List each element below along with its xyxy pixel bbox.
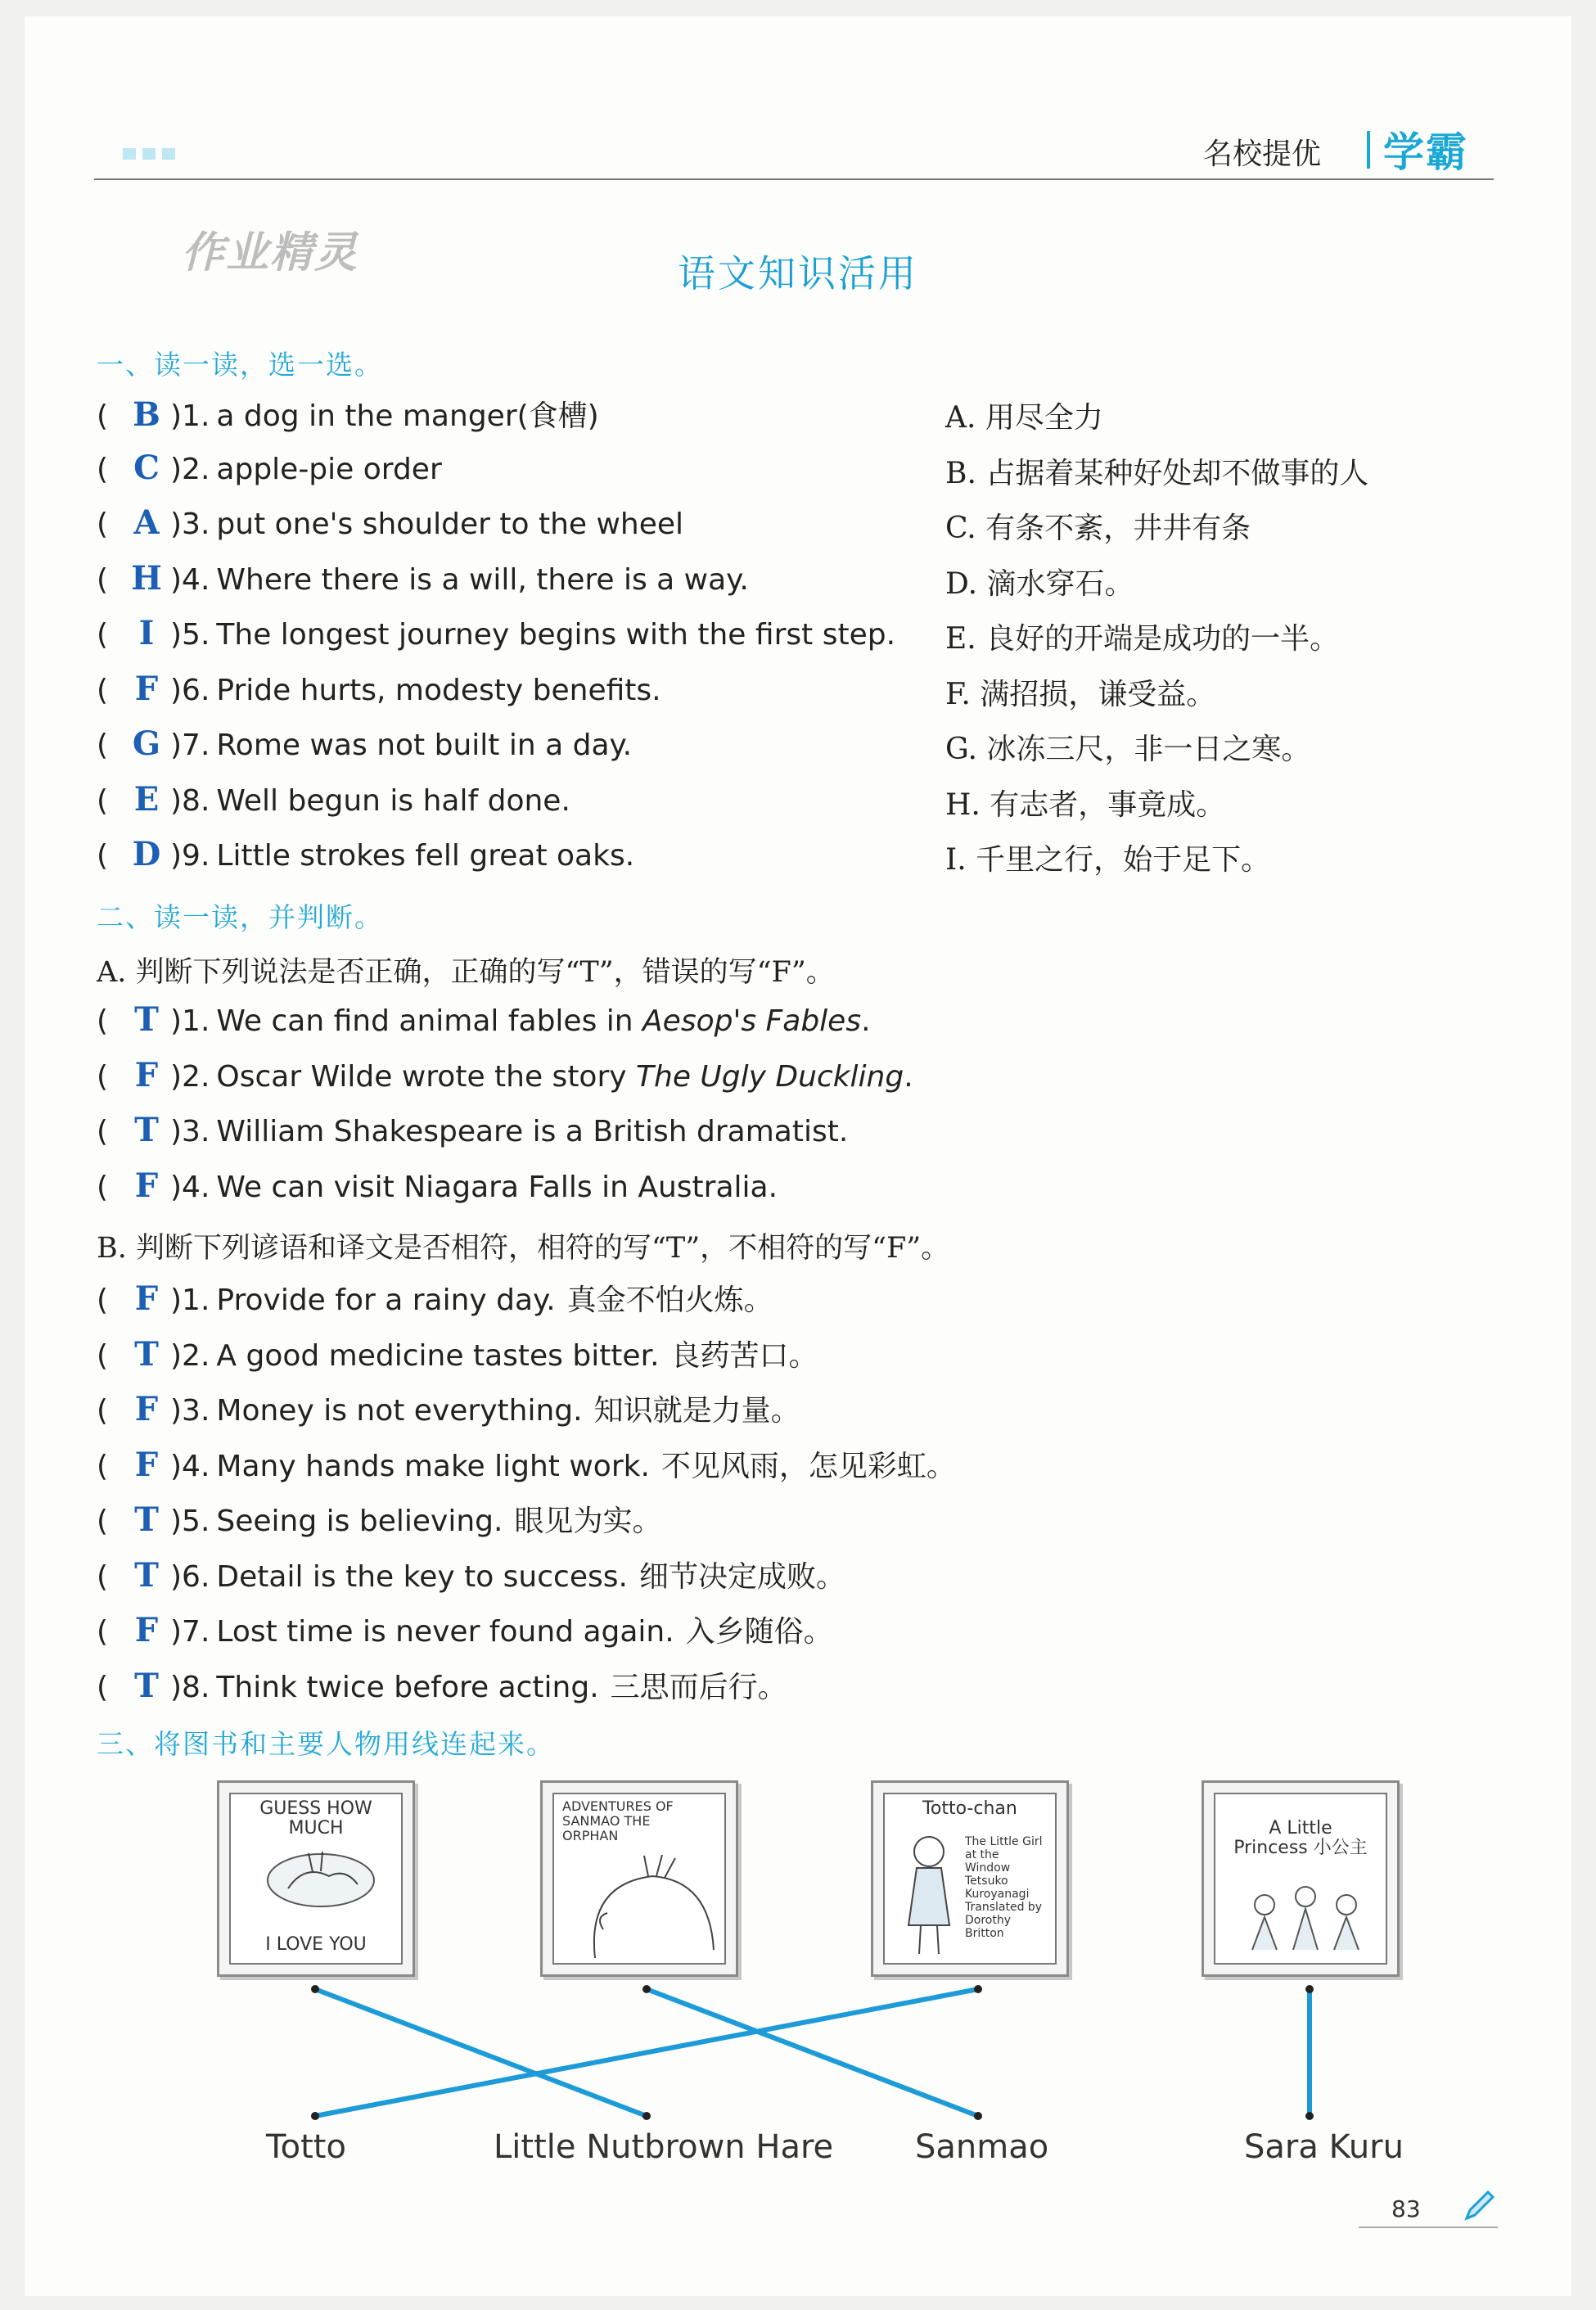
translation-text: 三思而后行。 [610, 1670, 787, 1704]
open-paren: ( [97, 618, 109, 652]
book-title: Totto-chan [922, 1798, 1017, 1819]
option-item: H. 有志者，事竟成。 [945, 787, 1226, 822]
open-paren: ( [97, 1449, 109, 1483]
proverb-text: Detail is the key to success. [216, 1559, 628, 1594]
question-number: )8. [170, 1670, 210, 1704]
translation-text: 不见风雨，怎见彩虹。 [660, 1449, 956, 1483]
proverb-text: Many hands make light work. [216, 1449, 650, 1483]
book-title: GUESS HOW MUCH [259, 1798, 372, 1839]
brand-text: 名校提优 [1203, 138, 1322, 171]
answer-mark: T [134, 1666, 159, 1705]
answer-mark: B [133, 395, 160, 434]
question-number: )3. [170, 508, 210, 541]
question-number: )1. [170, 1284, 210, 1317]
answer-mark: T [134, 1000, 159, 1039]
answer-mark: F [134, 669, 159, 708]
statement-text: We can visit Niagara Falls in Australia. [216, 1170, 778, 1204]
answer-mark: A [133, 503, 160, 542]
answer-mark: G [132, 724, 161, 763]
question-number: )4. [170, 1170, 210, 1204]
question-number: )5. [170, 618, 210, 652]
statement-end: . [904, 1059, 913, 1094]
question-text: The longest journey begins with the first step. [216, 618, 896, 652]
title-italic: The Ugly Duckling [636, 1059, 904, 1094]
open-paren: ( [97, 508, 109, 541]
answer-mark: C [133, 448, 160, 487]
statement-text: We can find animal fables in [216, 1004, 643, 1038]
question-number: )6. [170, 673, 210, 707]
question-number: )2. [170, 1059, 210, 1094]
book-dot [311, 1985, 319, 1993]
open-paren: ( [97, 783, 109, 818]
watermark: 作业精灵 [182, 228, 359, 277]
proverb-text: Seeing is believing. [216, 1505, 503, 1538]
statement-text: Oscar Wilde wrote the story [216, 1059, 637, 1094]
section-title: 三、将图书和主要人物用线连起来。 [97, 1728, 555, 1760]
page-number-rule [1359, 2227, 1498, 2228]
instruction-b: B. 判断下列谚语和译文是否相符，相符的写“T”，不相符的写“F”。 [97, 1232, 950, 1265]
question-number: )4. [170, 562, 210, 597]
open-paren: ( [97, 1059, 109, 1094]
answer-mark: D [132, 835, 161, 873]
question-number: )1. [170, 399, 210, 433]
match-line [315, 1989, 647, 2116]
question-number: )4. [170, 1449, 210, 1483]
option-item: B. 占据着某种好处却不做事的人 [945, 456, 1369, 490]
character-dot [311, 2112, 319, 2120]
translation-text: 良药苦口。 [670, 1338, 818, 1373]
match-line [647, 1989, 978, 2116]
book-dot [642, 1985, 651, 1993]
answer-mark: E [133, 779, 160, 819]
character-dot [642, 2112, 651, 2120]
answer-mark: F [134, 1166, 159, 1205]
question-number: )8. [170, 783, 210, 818]
character-little-nutbrown-hare: Little Nutbrown Hare [494, 2128, 834, 2166]
open-paren: ( [97, 1394, 109, 1428]
question-number: )5. [170, 1505, 210, 1538]
open-paren: ( [97, 1338, 109, 1373]
character-dot [1305, 2112, 1314, 2120]
open-paren: ( [97, 673, 109, 707]
option-item: C. 有条不紊，井井有条 [945, 512, 1251, 545]
proverb-text: Provide for a rainy day. [216, 1284, 556, 1317]
brand-logo: 学霸 [1383, 129, 1468, 176]
option-item: A. 用尽全力 [945, 401, 1103, 435]
character-sara-kuru: Sara Kuru [1244, 2128, 1404, 2166]
open-paren: ( [97, 839, 109, 873]
answer-mark: T [134, 1500, 159, 1539]
proverb-text: Money is not everything. [216, 1394, 583, 1428]
character-dot [974, 2112, 982, 2120]
answer-mark: F [134, 1390, 159, 1428]
book-dot [974, 1985, 982, 1993]
translation-text: 知识就是力量。 [593, 1394, 800, 1428]
open-paren: ( [97, 1670, 109, 1704]
question-number: )2. [170, 452, 210, 486]
page-number: 83 [1391, 2195, 1421, 2222]
character-sanmao: Sanmao [915, 2128, 1049, 2166]
pencil-icon [1462, 2187, 1498, 2223]
question-text: Well begun is half done. [216, 783, 570, 818]
book-title: ADVENTURES OF SANMAO THE ORPHAN [562, 1798, 674, 1843]
translation-text: 细节决定成败。 [638, 1559, 845, 1594]
title-italic: Aesop's Fables [642, 1004, 862, 1038]
open-paren: ( [97, 399, 109, 433]
question-text: Little strokes fell great oaks. [216, 839, 635, 873]
match-line [315, 1989, 978, 2116]
question-number: )7. [170, 729, 210, 762]
question-text: a dog in the manger(食槽) [216, 399, 599, 433]
question-number: )2. [170, 1338, 210, 1373]
character-totto: Totto [266, 2128, 346, 2166]
proverb-text: Think twice before acting. [216, 1670, 599, 1704]
answer-mark: F [134, 1445, 159, 1484]
answer-mark: H [131, 558, 162, 598]
question-text: Rome was not built in a day. [216, 729, 633, 762]
translation-text: 眼见为实。 [514, 1505, 662, 1538]
open-paren: ( [97, 452, 109, 486]
answer-mark: T [134, 1555, 159, 1595]
question-number: )3. [170, 1394, 210, 1428]
proverb-text: Lost time is never found again. [216, 1615, 674, 1649]
open-paren: ( [97, 1170, 109, 1204]
option-item: G. 冰冻三尺，非一日之寒。 [945, 733, 1311, 766]
section-title: 一、读一读，选一选。 [97, 349, 383, 381]
open-paren: ( [97, 1505, 109, 1538]
instruction-a: A. 判断下列说法是否正确，正确的写“T”，错误的写“F”。 [97, 956, 835, 989]
open-paren: ( [97, 1004, 109, 1038]
answer-mark: T [134, 1334, 159, 1374]
question-number: )7. [170, 1615, 210, 1649]
open-paren: ( [97, 1559, 109, 1594]
open-paren: ( [97, 1615, 109, 1649]
answer-mark: F [134, 1279, 159, 1318]
question-text: Pride hurts, modesty benefits. [216, 673, 661, 707]
book-subtitle: I LOVE YOU [265, 1934, 367, 1955]
answer-mark: F [134, 1611, 159, 1649]
answer-mark: F [134, 1055, 159, 1094]
question-text: put one's shoulder to the wheel [216, 508, 684, 541]
open-paren: ( [97, 1284, 109, 1317]
option-item: E. 良好的开端是成功的一半。 [945, 622, 1340, 656]
page-title: 语文知识活用 [678, 251, 918, 296]
statement-end: . [861, 1004, 871, 1038]
question-number: )1. [170, 1004, 210, 1038]
open-paren: ( [97, 562, 109, 597]
book-subtitle: The Little Girl at the Window Tetsuko Kuroyanagi Translated by Dorothy Britton [965, 1835, 1043, 1940]
option-item: D. 滴水穿石。 [945, 566, 1134, 601]
question-number: )6. [170, 1559, 210, 1594]
option-item: F. 满招损，谦受益。 [945, 677, 1216, 711]
question-text: Where there is a will, there is a way. [216, 562, 749, 597]
answer-mark: I [138, 614, 155, 652]
book-title: A Little Princess 小公主 [1233, 1818, 1368, 1858]
translation-text: 真金不怕火炼。 [566, 1284, 773, 1317]
option-item: I. 千里之行，始于足下。 [945, 843, 1271, 877]
book-dot [1305, 1985, 1314, 1993]
question-text: apple-pie order [216, 452, 442, 486]
translation-text: 入乡随俗。 [685, 1615, 833, 1649]
section-title: 二、读一读，并判断。 [97, 901, 383, 933]
open-paren: ( [97, 729, 109, 762]
open-paren: ( [97, 1115, 109, 1148]
proverb-text: A good medicine tastes bitter. [216, 1338, 660, 1373]
answer-mark: T [134, 1111, 159, 1149]
statement-text: William Shakespeare is a British dramatist. [216, 1115, 849, 1148]
question-number: )3. [170, 1115, 210, 1148]
question-number: )9. [170, 839, 210, 873]
